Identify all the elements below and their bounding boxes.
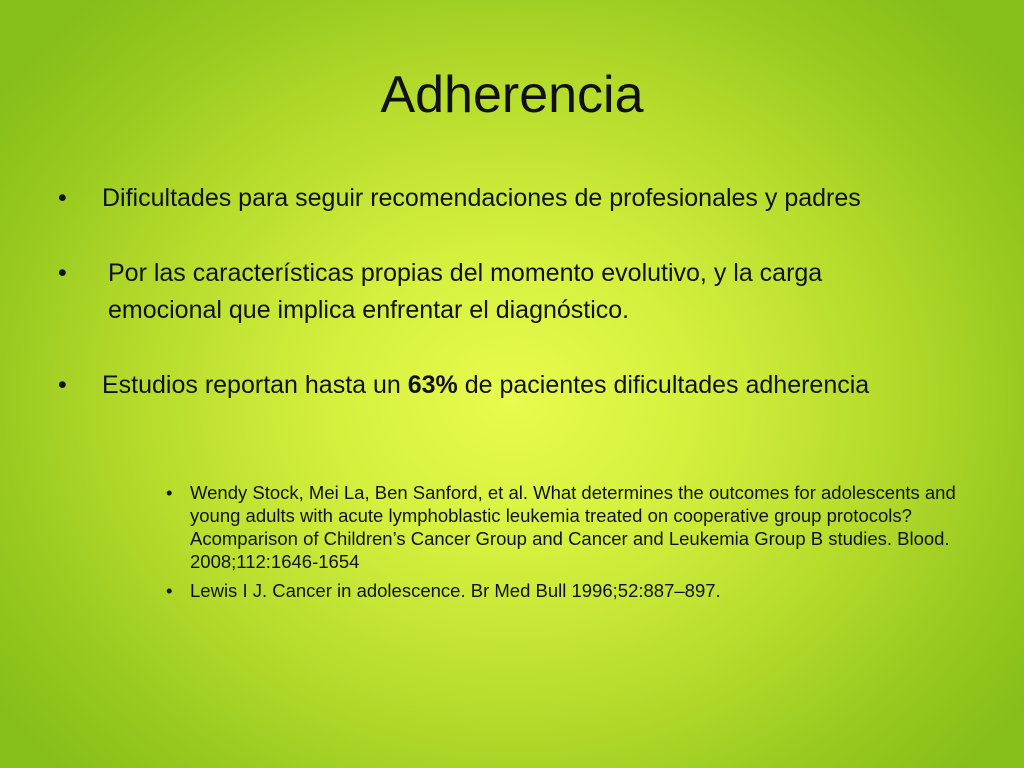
highlight-percentage: 63% [407,371,458,399]
bullet-item-1 [58,180,958,217]
reference-text: Lewis I J. Cancer in adolescence. Br Med Bull 1996;52:887–897. [190,580,721,601]
bullet-text-before: Estudios reportan hasta un [102,371,408,399]
bullet-text: Dificultades para seguir recomendaciones de profesionales y padres [102,184,861,212]
reference-text: Wendy Stock, Mei La, Ben Sanford, et al. What determines the outcomes for adolescents and young adults with acute lymphoblastic leukemia treated on cooperative group protocols? Acomparison of Children’s Cancer Group and Cancer and Leukemia Group B studies. Blood. 2008;112:1646-1654 [190,482,956,572]
bullet-item-3 [58,367,958,404]
bullet-point-icon: • [166,580,173,601]
bullet-text: Por las características propias del momento evolutivo, y la carga emocional que implica enfrentar el diagnóstico. [108,259,823,324]
bullet-point-icon: • [58,371,67,399]
reference-item-2 [160,579,960,602]
bullet-point-icon: • [58,259,67,287]
bullet-text-after: de pacientes dificultades adherencia [457,371,870,399]
bullet-point-icon: • [58,184,67,212]
bullet-point-icon: • [166,482,173,503]
slide-title: Adherencia [380,66,644,124]
bullet-item-2 [58,255,958,329]
reference-item-1 [160,481,960,573]
references-list [160,481,960,608]
bullet-text [58,367,958,404]
